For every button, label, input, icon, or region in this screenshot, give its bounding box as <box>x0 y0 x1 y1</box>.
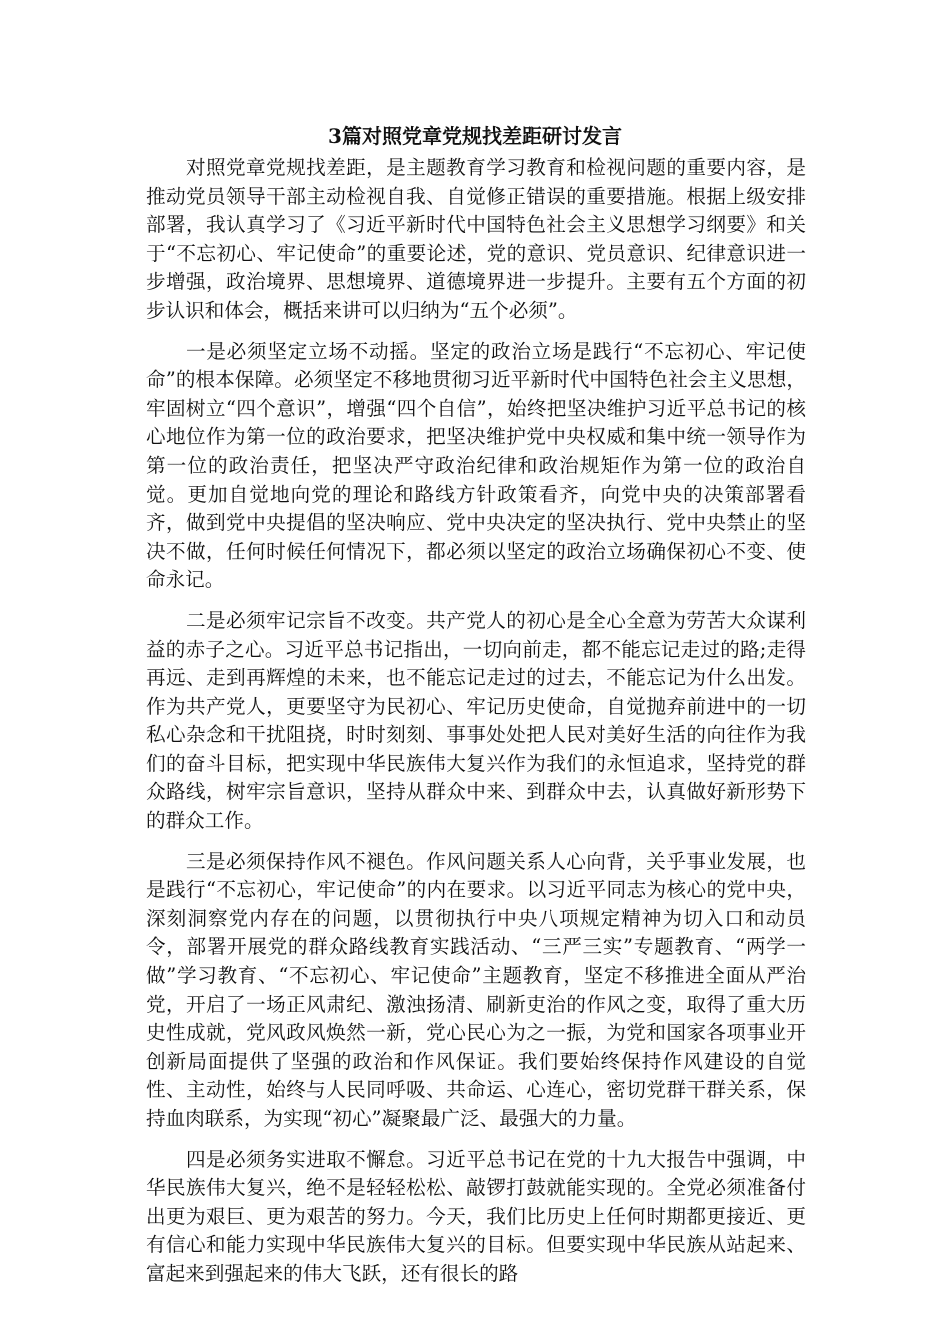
paragraph-3: 三是必须保持作风不褪色。作风问题关系人心向背，关乎事业发展，也是践行“不忘初心，牢记使命”的内在要求。以习近平同志为核心的党中央，深刻洞察党内存在的问题，以贯彻执行中央八项规定精神为切入口和动员令，部署开展党的群众路线教育实践活动、“三严三实”专题教育、“两学一做”学习教育、“不忘初心、牢记使命”主题教育，坚定不移推进全面从严治党，开启了一场正风肃纪、激浊扬清、刷新吏治的作风之变，取得了重大历史性成就，党风政风焕然一新，党心民心为之一振，为党和国家各项事业开创新局面提供了坚强的政治和作风保证。我们要始终保持作风建设的自觉性、主动性，始终与人民同呼吸、共命运、心连心，密切党群干群关系，保持血肉联系，为实现“初心”凝聚最广泛、最强大的力量。 <box>146 849 806 1130</box>
paragraph-intro: 对照党章党规找差距，是主题教育学习教育和检视问题的重要内容，是推动党员领导干部主动检视自我、自觉修正错误的重要措施。根据上级安排部署，我认真学习了《习近平新时代中国特色社会主义思想学习纲要》和关于“不忘初心、牢记使命”的重要论述，党的意识、党员意识、纪律意识进一步增强，政治境界、思想境界、道德境界进一步提升。主要有五个方面的初步认识和体会，概括来讲可以归纳为“五个必须”。 <box>146 156 806 322</box>
paragraph-4: 四是必须务实进取不懈怠。习近平总书记在党的十九大报告中强调，中华民族伟大复兴，绝不是轻轻松松、敲锣打鼓就能实现的。全党必须准备付出更为艰巨、更为艰苦的努力。今天，我们比历史上任何时期都更接近、更有信心和能力实现中华民族伟大复兴的目标。但要实现中华民族从站起来、富起来到强起来的伟大飞跃，还有很长的路 <box>146 1147 806 1285</box>
paragraph-1: 一是必须坚定立场不动摇。坚定的政治立场是践行“不忘初心、牢记使命”的根本保障。必须坚定不移地贯彻习近平新时代中国特色社会主义思想，牢固树立“四个意识”，增强“四个自信”，始终把坚决维护习近平总书记的核心地位作为第一位的政治要求，把坚决维护党中央权威和集中统一领导作为第一位的政治责任，把坚决严守政治纪律和政治规矩作为第一位的政治自觉。更加自觉地向党的理论和路线方针政策看齐，向党中央的决策部署看齐，做到党中央提倡的坚决响应、党中央决定的坚决执行、党中央禁止的坚决不做，任何时候任何情况下，都必须以坚定的政治立场确保初心不变、使命永记。 <box>146 339 806 592</box>
document-title: 3篇对照党章党规找差距研讨发言 <box>328 124 622 148</box>
paragraph-2: 二是必须牢记宗旨不改变。共产党人的初心是全心全意为劳苦大众谋利益的赤子之心。习近平总书记指出，一切向前走，都不能忘记走过的路;走得再远、走到再辉煌的未来，也不能忘记走过的过去，不能忘记为什么出发。作为共产党人，更要坚守为民初心、牢记历史使命，自觉抛弃前进中的一切私心杂念和干扰阻挠，时时刻刻、事事处处把人民对美好生活的向往作为我们的奋斗目标，把实现中华民族伟大复兴作为我们的永恒追求，坚持党的群众路线，树牢宗旨意识，坚持从群众中来、到群众中去，认真做好新形势下的群众工作。 <box>146 608 806 833</box>
document-body <box>146 154 806 1301</box>
